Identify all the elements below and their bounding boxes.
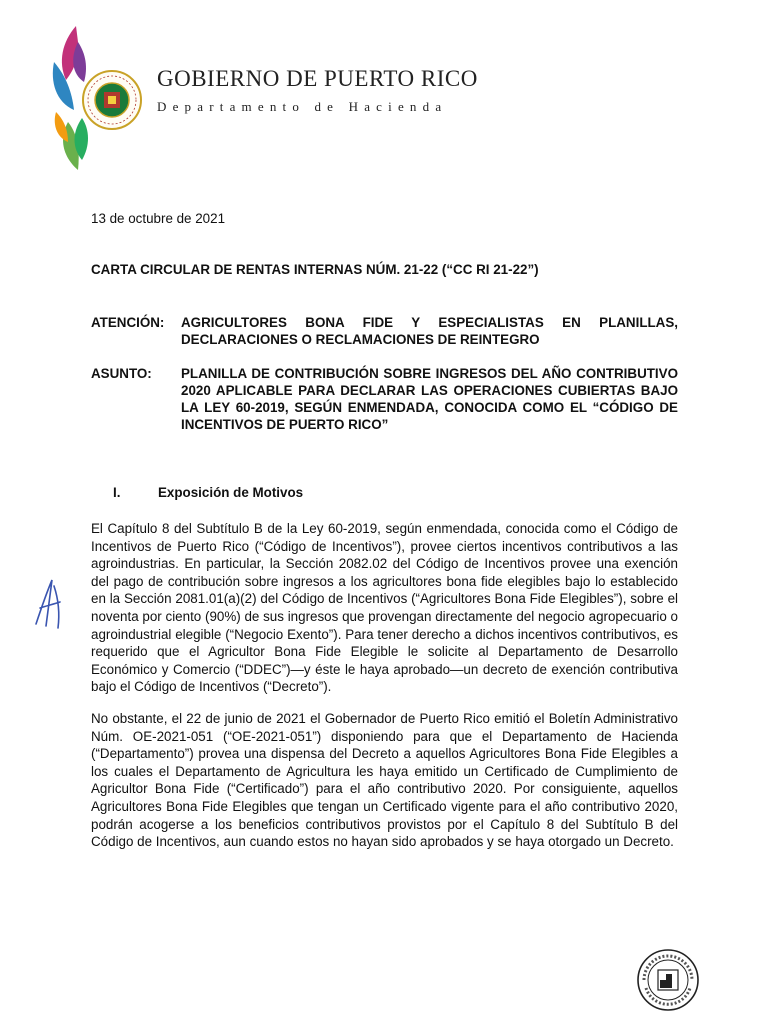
letter-date: 13 de octubre de 2021 — [91, 211, 226, 226]
handwritten-initials — [30, 572, 66, 632]
section-title: Exposición de Motivos — [158, 485, 304, 500]
subject-label: ASUNTO: — [91, 366, 152, 381]
paragraph-2: No obstante, el 22 de junio de 2021 el Gobernador de Puerto Rico emitió el Boletín Administrativo Núm. OE-2021-051 (“OE-2021-051”) disponiendo para que el Departamento de Hacienda (“Departamento”) provea una dispensa del Decreto a aquellos Agricultores Bona Fide Elegibles a los cuales el Departamento de Agricultura les haya emitido un Certificado de Cumplimiento de Agricultor Bona Fide (“Certificado”) para el año contributivo 2020. Por consiguiente, aquellos Agricultores Bona Fide Elegibles que tengan un Certificado vigente para el año contributivo 2020, podrán acogerse a los beneficios contributivos provistos por el Capítulo 8 del Subtítulo B del Código de Incentivos, aun cuando estos no hayan sido aprobados y se haya otorgado un Decreto. — [91, 711, 678, 850]
section-number: I. — [113, 485, 121, 500]
department-name: Departamento de Hacienda — [157, 99, 448, 114]
government-logo — [48, 22, 144, 172]
subject-text: PLANILLA DE CONTRIBUCIÓN SOBRE INGRESOS DEL AÑO CONTRIBUTIVO 2020 APLICABLE PARA DECLARAR LAS OPERACIONES CUBIERTAS BAJO LA LEY 60-2019, SEGÚN ENMENDADA, CONOCIDA COMO EL “CÓDIGO DE INCENTIVOS DE PUERTO RICO” — [181, 366, 678, 432]
hacienda-seal — [636, 948, 700, 1012]
subject-block — [91, 365, 678, 433]
attention-text: AGRICULTORES BONA FIDE Y ESPECIALISTAS EN PLANILLAS, DECLARACIONES O RECLAMACIONES DE REINTEGRO — [181, 315, 678, 347]
attention-label: ATENCIÓN: — [91, 315, 165, 330]
circular-title: CARTA CIRCULAR DE RENTAS INTERNAS NÚM. 21-22 (“CC RI 21-22”) — [91, 262, 539, 277]
attention-block — [91, 314, 678, 348]
org-name: GOBIERNO DE PUERTO RICO — [157, 66, 478, 91]
paragraph-1: El Capítulo 8 del Subtítulo B de la Ley 60-2019, según enmendada, conocida como el Código de Incentivos de Puerto Rico (“Código de Incentivos”), provee ciertos incentivos contributivos a las agroindustrias. En particular, la Sección 2082.02 del Código de Incentivos provee una exención del pago de contribución sobre ingresos a los agricultores bona fide elegibles bajo lo establecido en la Sección 2081.01(a)(2) del Código de Incentivos (“Agricultores Bona Fide Elegibles”), sobre el noventa por ciento (90%) de sus ingresos que provengan directamente del negocio agropecuario o agroindustrial elegible (“Negocio Exento”). Para tener derecho a dichos incentivos contributivos, es requerido que el Agricultor Bona Fide Elegible le solicite al Departamento de Desarrollo Económico y Comercio (“DDEC”)—y éste le haya aprobado—un decreto de exención contributiva bajo el Código de Incentivos (“Decreto”). — [91, 521, 678, 695]
